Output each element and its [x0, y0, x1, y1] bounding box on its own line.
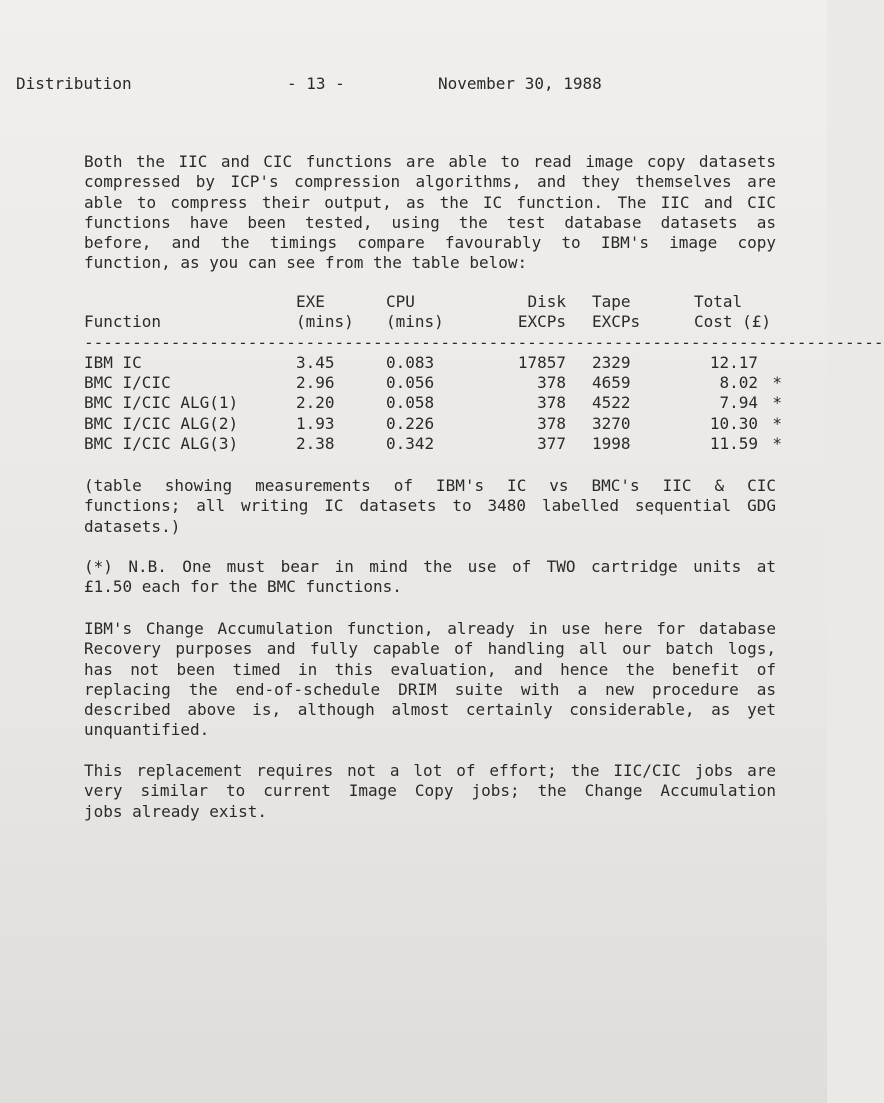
separator-dashes: ----------------------------------------------------------------------------------- [84, 332, 884, 352]
page-header [16, 74, 811, 96]
cell-exe: 3.45 [296, 352, 335, 372]
table-header-cell: Tape [592, 292, 631, 311]
cell-cost: 7.94 [719, 393, 758, 413]
cell-tape: 4659 [592, 373, 631, 393]
cell-exe: 2.96 [296, 373, 335, 393]
cell-tape: 2329 [592, 352, 631, 372]
header-section: Distribution [16, 74, 132, 93]
table-header-cell: CPU [386, 292, 415, 311]
cell-tape: 4522 [592, 393, 631, 413]
text-line: compressed by ICP's compression algorithms, and they themselves are [84, 172, 776, 192]
table-header-cell: EXCPs [592, 312, 641, 332]
cell-exe: 1.93 [296, 413, 335, 433]
cell-asterisk: * [772, 434, 782, 454]
text-line: able to compress their output, as the IC function. The IIC and CIC [84, 192, 776, 212]
paragraph-change-accumulation [84, 619, 776, 741]
cell-disk: 378 [537, 373, 566, 393]
text-line: This replacement requires not a lot of effort; the IIC/CIC jobs are [84, 761, 776, 780]
cell-function: BMC I/CIC ALG(2) [84, 413, 239, 433]
cell-disk: 377 [537, 434, 566, 454]
cell-tape: 3270 [592, 413, 631, 433]
text-line: Both the IIC and CIC functions are able to read image copy datasets [84, 152, 776, 171]
text-line: before, and the timings compare favourably to IBM's image copy [84, 233, 776, 253]
header-date: November 30, 1988 [438, 74, 602, 93]
cell-cpu: 0.342 [386, 434, 435, 454]
cell-cost: 11.59 [709, 434, 758, 454]
cell-exe: 2.20 [296, 393, 335, 413]
text-line: functions; all writing IC datasets to 3480 labelled sequential GDG [84, 496, 776, 516]
cell-function: BMC I/CIC [84, 373, 171, 393]
table-header-cell: Cost (£) [694, 312, 772, 332]
text-line: Recovery purposes and fully capable of handling all our batch logs, [84, 639, 776, 659]
table-header-cell: (mins) [386, 312, 444, 332]
cell-asterisk: * [772, 413, 782, 433]
table-header-cell [84, 292, 296, 312]
cell-asterisk: * [772, 373, 782, 393]
text-line: unquantified. [84, 720, 210, 740]
table-separator [84, 333, 782, 353]
cell-cost: 10.30 [709, 413, 758, 433]
cell-cpu: 0.058 [386, 393, 435, 413]
text-line: described above is, although almost certainly considerable, as yet [84, 700, 776, 720]
table-header-cell: EXE [296, 292, 325, 311]
text-line: £1.50 each for the BMC functions. [84, 577, 402, 597]
cell-disk: 17857 [517, 352, 566, 372]
table-header-cell: (mins) [296, 312, 354, 332]
cell-function: BMC I/CIC ALG(1) [84, 393, 239, 413]
cell-cpu: 0.056 [386, 373, 435, 393]
table-row [84, 353, 782, 373]
cell-asterisk: * [772, 393, 782, 413]
text-line: has not been timed in this evaluation, and hence the benefit of [84, 659, 776, 679]
table-row [84, 393, 782, 413]
paragraph-replacement [84, 761, 776, 822]
header-page-number: - 13 - [287, 74, 345, 93]
cell-disk: 378 [537, 393, 566, 413]
cell-cpu: 0.226 [386, 413, 435, 433]
cell-cost: 12.17 [709, 352, 758, 372]
text-line: (*) N.B. One must bear in mind the use of TWO cartridge units at [84, 557, 776, 576]
table-header-row [84, 312, 782, 332]
paragraph-intro [84, 152, 776, 274]
table-row [84, 373, 782, 393]
table-header-cell: Total [694, 292, 743, 311]
table-row [84, 414, 782, 434]
cell-function: IBM IC [84, 352, 142, 372]
text-line: IBM's Change Accumulation function, already in use here for database [84, 619, 776, 638]
table-header-row [84, 292, 782, 312]
cell-disk: 378 [537, 413, 566, 433]
table-header-cell: Disk [527, 292, 566, 311]
text-line: replacing the end-of-schedule DRIM suite with a new procedure as [84, 679, 776, 699]
table-row [84, 434, 782, 454]
text-line: functions have been tested, using the test database datasets as [84, 212, 776, 232]
timings-table [84, 292, 884, 454]
cell-asterisk [758, 353, 782, 373]
paragraph-table-caption [84, 476, 776, 537]
cell-function: BMC I/CIC ALG(3) [84, 434, 239, 454]
table-header-cell: Function [84, 312, 162, 332]
text-line: datasets.) [84, 516, 181, 536]
cell-cpu: 0.083 [386, 352, 435, 372]
cell-tape: 1998 [592, 434, 631, 454]
text-line: jobs already exist. [84, 801, 268, 821]
table-header-cell: EXCPs [517, 312, 566, 332]
cell-cost: 8.02 [719, 373, 758, 393]
cell-exe: 2.38 [296, 434, 335, 454]
text-line: function, as you can see from the table below: [84, 253, 528, 273]
paragraph-note [84, 557, 776, 598]
text-line: very similar to current Image Copy jobs; the Change Accumulation [84, 781, 776, 801]
text-line: (table showing measurements of IBM's IC vs BMC's IIC & CIC [84, 476, 776, 495]
